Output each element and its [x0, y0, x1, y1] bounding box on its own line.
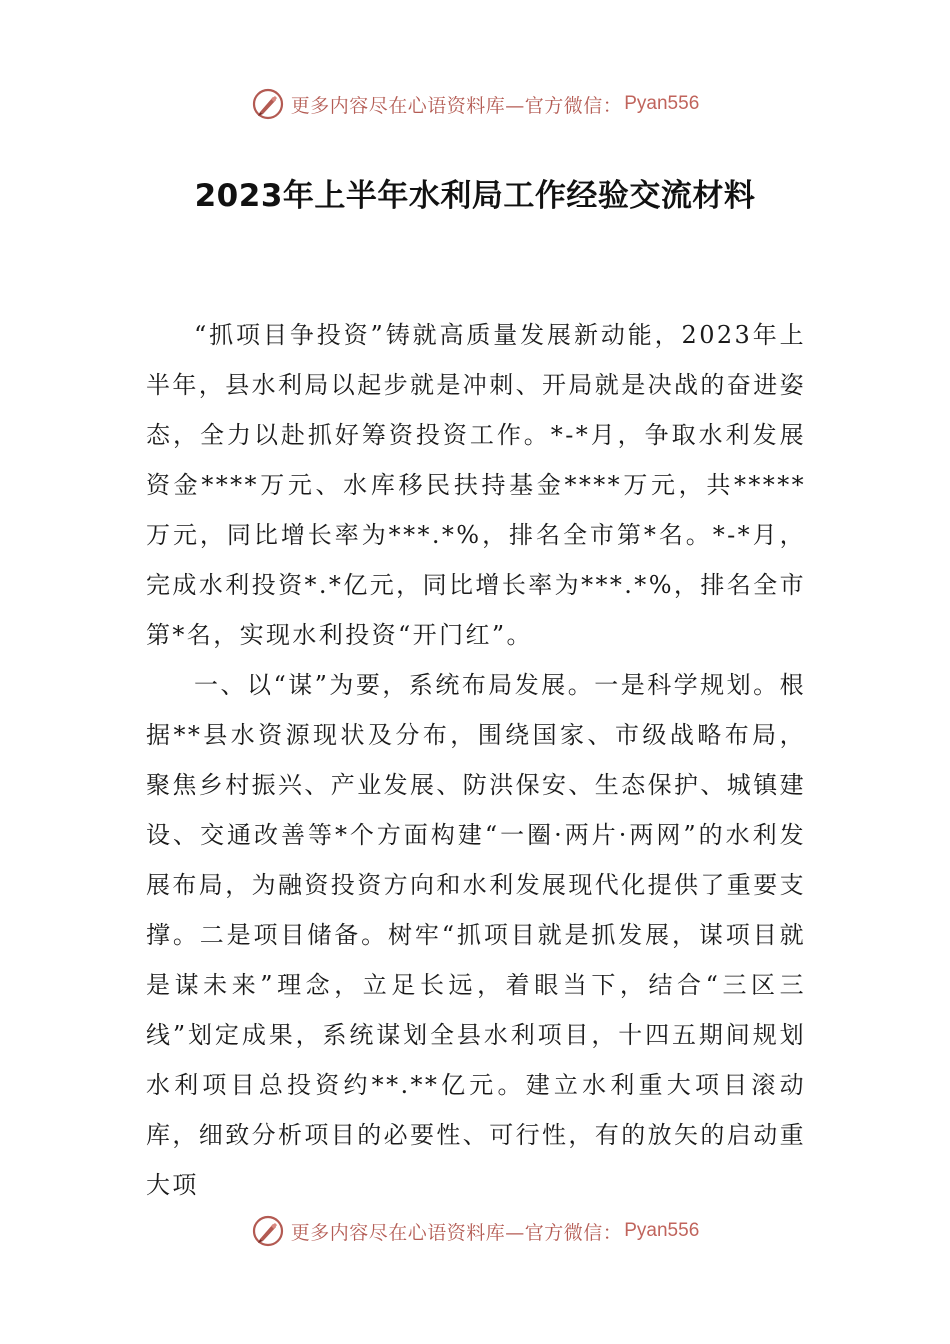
watermark-wechat-id: Pyan556: [624, 1220, 700, 1241]
paragraph-section-1: 一、以“谋”为要，系统布局发展。一是科学规划。根据**县水资源现状及分布，围绕国家、市级战略布局，聚焦乡村振兴、产业发展、防洪保安、生态保护、城镇建设、交通改善等*个方面构建“一圈·两片·两网”的水利发展布局，为融资投资方向和水利发展现代化提供了重要支撑。二是项目储备。树牢“抓项目就是抓发展，谋项目就是谋未来”理念，立足长远，着眼当下，结合“三区三线”划定成果，系统谋划全县水利项目，十四五期间规划水利项目总投资约**.**亿元。建立水利重大项目滚动库，细致分析项目的必要性、可行性，有的放矢的启动重大项: [146, 671, 806, 1199]
watermark-text: 更多内容尽在心语资料库—官方微信：: [290, 94, 623, 117]
watermark-wechat-id: Pyan556: [624, 93, 700, 114]
footer-watermark: [0, 1211, 950, 1251]
watermark-text: 更多内容尽在心语资料库—官方微信：: [290, 1221, 623, 1244]
pen-logo-icon: [251, 1214, 285, 1248]
document-title: 2023年上半年水利局工作经验交流材料: [194, 178, 756, 214]
document-body: [146, 310, 806, 1210]
header-watermark: [0, 84, 950, 124]
paragraph-intro: “抓项目争投资”铸就高质量发展新动能，2023年上半年，县水利局以起步就是冲刺、开局就是决战的奋进姿态，全力以赴抓好筹资投资工作。*-*月，争取水利发展资金****万元、水库移民扶持基金****万元，共*****万元，同比增长率为***.*%，排名全市第*名。*-*月，完成水利投资*.*亿元，同比增长率为***.*%，排名全市第*名，实现水利投资“开门红”。: [146, 321, 806, 649]
pen-logo-icon: [251, 87, 285, 121]
